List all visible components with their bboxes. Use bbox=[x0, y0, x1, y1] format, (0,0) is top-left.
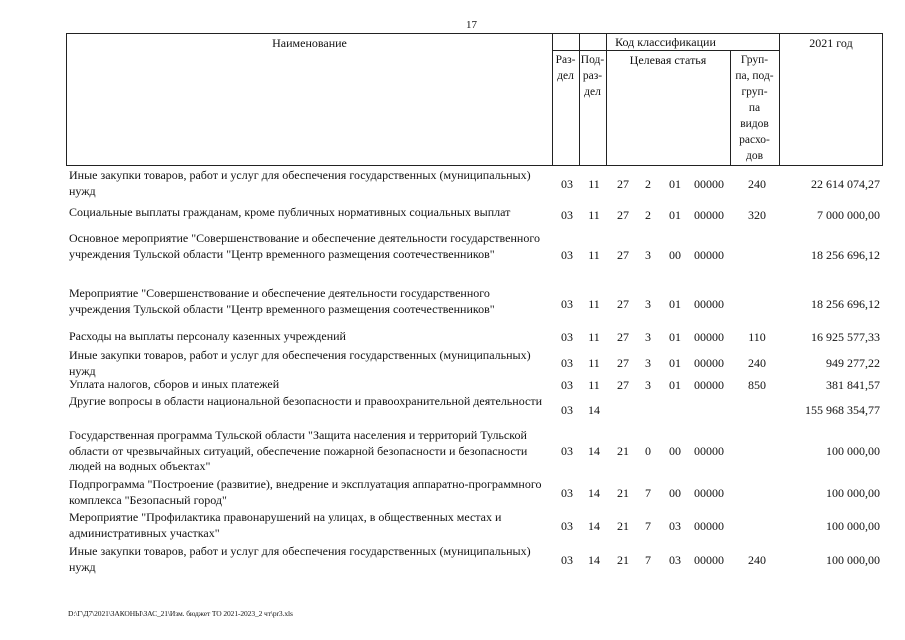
row-cs1: 21 bbox=[617, 486, 629, 500]
row-cs1: 27 bbox=[617, 356, 629, 370]
table-row bbox=[66, 348, 883, 378]
row-amount: 155 968 354,77 bbox=[805, 403, 880, 417]
row-cs4: 00000 bbox=[694, 444, 724, 458]
row-name: Расходы на выплаты персоналу казенных учреждений bbox=[69, 329, 346, 343]
row-cs1: 21 bbox=[617, 519, 629, 533]
header-vid: Груп- па, под- груп- па видов расхо- дов bbox=[735, 54, 774, 162]
file-path-footer: D:\Г\Д7\2021\ЗАКОНЫ\ЗАС_21\Изм. бюджет ТО 2021-2023_2 чт\pr3.xls bbox=[68, 609, 293, 618]
row-vr: 320 bbox=[748, 208, 766, 222]
row-cs4: 00000 bbox=[694, 330, 724, 344]
row-pr: 11 bbox=[588, 177, 600, 191]
row-pr: 14 bbox=[588, 444, 600, 458]
row-amount: 100 000,00 bbox=[826, 519, 880, 533]
row-cs1: 27 bbox=[617, 208, 629, 222]
row-cs2: 3 bbox=[645, 356, 651, 370]
row-cs1: 21 bbox=[617, 444, 629, 458]
row-vr: 240 bbox=[748, 177, 766, 191]
row-name: Мероприятие "Совершенствование и обеспечение деятельности государственного учреждения Тульской области "Центр временного размещения соотечественников" bbox=[69, 286, 495, 316]
row-pr: 11 bbox=[588, 356, 600, 370]
row-cs2: 3 bbox=[645, 378, 651, 392]
table-row bbox=[66, 477, 883, 509]
row-cs4: 00000 bbox=[694, 297, 724, 311]
row-name: Государственная программа Тульской области "Защита населения и территорий Тульской области от чрезвычайных ситуаций, обеспечение пожарной безопасности и безопасности людей на водных объектах" bbox=[69, 428, 528, 473]
row-cs1: 27 bbox=[617, 330, 629, 344]
row-cs1: 27 bbox=[617, 248, 629, 262]
row-cs1: 27 bbox=[617, 378, 629, 392]
row-cs2: 2 bbox=[645, 177, 651, 191]
row-amount: 381 841,57 bbox=[826, 378, 880, 392]
row-amount: 22 614 074,27 bbox=[811, 177, 880, 191]
row-pr: 11 bbox=[588, 378, 600, 392]
row-cs3: 01 bbox=[669, 177, 681, 191]
row-cs2: 3 bbox=[645, 248, 651, 262]
row-rz: 03 bbox=[561, 553, 573, 567]
row-amount: 16 925 577,33 bbox=[811, 330, 880, 344]
row-vr: 850 bbox=[748, 378, 766, 392]
row-vr: 240 bbox=[748, 553, 766, 567]
row-cs1: 21 bbox=[617, 553, 629, 567]
row-amount: 100 000,00 bbox=[826, 553, 880, 567]
row-cs4: 00000 bbox=[694, 356, 724, 370]
row-cs2: 3 bbox=[645, 297, 651, 311]
row-cs1: 27 bbox=[617, 177, 629, 191]
row-rz: 03 bbox=[561, 519, 573, 533]
row-rz: 03 bbox=[561, 356, 573, 370]
row-cs2: 0 bbox=[645, 444, 651, 458]
table-row bbox=[66, 377, 883, 393]
page-number: 17 bbox=[466, 19, 477, 31]
row-rz: 03 bbox=[561, 297, 573, 311]
table-row bbox=[66, 544, 883, 576]
row-rz: 03 bbox=[561, 248, 573, 262]
row-cs3: 01 bbox=[669, 378, 681, 392]
table-row bbox=[66, 168, 883, 200]
row-pr: 11 bbox=[588, 330, 600, 344]
row-cs4: 00000 bbox=[694, 208, 724, 222]
header-razdel: Раз- дел bbox=[555, 54, 576, 82]
row-name: Иные закупки товаров, работ и услуг для обеспечения государственных (муниципальных) нужд bbox=[69, 168, 531, 198]
table-row bbox=[66, 205, 883, 225]
header-name: Наименование bbox=[272, 36, 347, 50]
table-row bbox=[66, 231, 883, 279]
row-name: Другие вопросы в области национальной безопасности и правоохранительной деятельности bbox=[69, 394, 542, 408]
row-cs3: 03 bbox=[669, 553, 681, 567]
row-rz: 03 bbox=[561, 208, 573, 222]
row-pr: 14 bbox=[588, 486, 600, 500]
row-name: Уплата налогов, сборов и иных платежей bbox=[69, 377, 280, 391]
row-rz: 03 bbox=[561, 177, 573, 191]
row-cs2: 7 bbox=[645, 553, 651, 567]
row-name: Иные закупки товаров, работ и услуг для обеспечения государственных (муниципальных) нужд bbox=[69, 348, 531, 378]
row-cs4: 00000 bbox=[694, 177, 724, 191]
row-cs4: 00000 bbox=[694, 553, 724, 567]
table-row bbox=[66, 428, 883, 474]
row-cs4: 00000 bbox=[694, 486, 724, 500]
row-name: Мероприятие "Профилактика правонарушений на улицах, в общественных местах и административных участках" bbox=[69, 510, 502, 540]
table-row bbox=[66, 394, 883, 426]
row-amount: 18 256 696,12 bbox=[811, 248, 880, 262]
row-cs2: 3 bbox=[645, 330, 651, 344]
row-cs3: 03 bbox=[669, 519, 681, 533]
row-cs3: 00 bbox=[669, 444, 681, 458]
row-vr: 110 bbox=[748, 330, 766, 344]
header-target: Целевая статья bbox=[629, 53, 707, 67]
row-rz: 03 bbox=[561, 486, 573, 500]
row-name: Подпрограмма "Построение (развитие), внедрение и эксплуатация аппаратно-программного комплекса "Безопасный город" bbox=[69, 477, 542, 507]
row-rz: 03 bbox=[561, 444, 573, 458]
header-year: 2021 год bbox=[809, 36, 853, 50]
row-pr: 14 bbox=[588, 519, 600, 533]
row-amount: 100 000,00 bbox=[826, 486, 880, 500]
row-cs3: 01 bbox=[669, 208, 681, 222]
row-cs3: 01 bbox=[669, 330, 681, 344]
row-cs2: 7 bbox=[645, 519, 651, 533]
row-cs3: 00 bbox=[669, 248, 681, 262]
row-name: Основное мероприятие "Совершенствование и обеспечение деятельности государственного учреждения Тульской области "Центр временного размещения соотечественников" bbox=[69, 231, 540, 261]
row-amount: 949 277,22 bbox=[826, 356, 880, 370]
row-cs2: 7 bbox=[645, 486, 651, 500]
row-pr: 11 bbox=[588, 208, 600, 222]
row-cs4: 00000 bbox=[694, 248, 724, 262]
row-cs3: 01 bbox=[669, 356, 681, 370]
row-pr: 11 bbox=[588, 248, 600, 262]
row-amount: 18 256 696,12 bbox=[811, 297, 880, 311]
row-pr: 14 bbox=[588, 553, 600, 567]
row-cs4: 00000 bbox=[694, 519, 724, 533]
row-rz: 03 bbox=[561, 403, 573, 417]
header-podrazdel: Под- раз- дел bbox=[580, 54, 605, 98]
row-cs4: 00000 bbox=[694, 378, 724, 392]
table-header bbox=[66, 33, 883, 166]
row-pr: 14 bbox=[588, 403, 600, 417]
row-cs3: 01 bbox=[669, 297, 681, 311]
row-name: Социальные выплаты гражданам, кроме публичных нормативных социальных выплат bbox=[69, 205, 511, 219]
row-amount: 100 000,00 bbox=[826, 444, 880, 458]
table-row bbox=[66, 510, 883, 542]
row-cs1: 27 bbox=[617, 297, 629, 311]
row-pr: 11 bbox=[588, 297, 600, 311]
header-code-group: Код классификации bbox=[615, 35, 716, 49]
table-row bbox=[66, 329, 883, 345]
row-rz: 03 bbox=[561, 330, 573, 344]
row-cs3: 00 bbox=[669, 486, 681, 500]
row-rz: 03 bbox=[561, 378, 573, 392]
row-name: Иные закупки товаров, работ и услуг для обеспечения государственных (муниципальных) нужд bbox=[69, 544, 531, 574]
row-amount: 7 000 000,00 bbox=[817, 208, 880, 222]
row-cs2: 2 bbox=[645, 208, 651, 222]
table-row bbox=[66, 286, 883, 322]
row-vr: 240 bbox=[748, 356, 766, 370]
